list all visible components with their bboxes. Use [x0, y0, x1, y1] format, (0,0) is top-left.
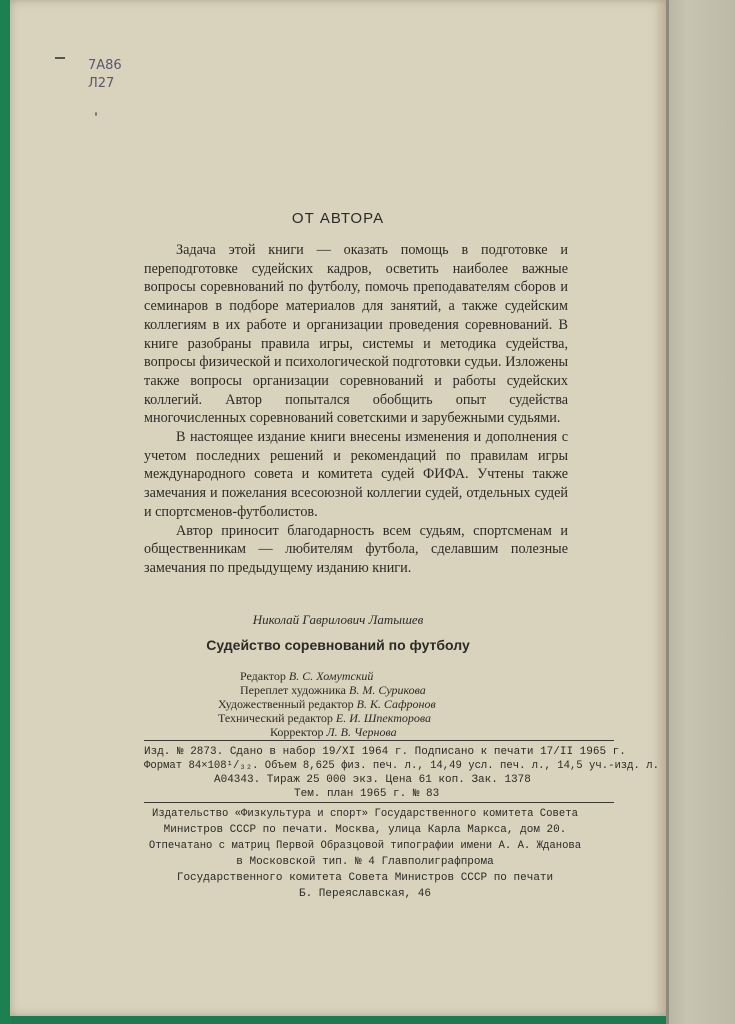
- author-name: Николай Гаврилович Латышев: [252, 612, 424, 627]
- paragraph: Автор приносит благодарность всем судьям, спортсменам и общественникам — любителям футбола, сделавшим полезные замечания по предыдущему изданию книги.: [144, 522, 568, 576]
- pencil-dash: [55, 57, 65, 59]
- book-page: [10, 0, 666, 1016]
- imprint-line: Тем. план 1965 г. № 83: [294, 788, 440, 800]
- credit-role: Технический редактор: [218, 711, 333, 725]
- divider-rule: [144, 802, 614, 803]
- credit-role: Корректор: [270, 725, 324, 739]
- credit-person: Л. В. Чернова: [326, 725, 397, 739]
- credit-role: Переплет художника: [240, 683, 347, 697]
- credit-line: [270, 725, 436, 739]
- preface-body: [144, 241, 568, 578]
- credit-role: Художественный редактор: [218, 697, 354, 711]
- publisher-line: Государственного комитета Совета Министров СССР по печати: [176, 872, 554, 884]
- book-title: Судейство соревнований по футболу: [206, 637, 470, 653]
- paragraph: Задача этой книги — оказать помощь в подготовке и переподготовке судейских кадров, осветить наиболее важные вопросы соревнований по футболу, помочь преподавателям сборов и семинаров в подборе материалов для занятий, а также судейским коллегиям в их работе и организации проведения соревнований. В книге разобраны правила игры, системы и методика судейства, вопросы физической и психологической подготовки судьи. Изложены также вопросы организации соревнований и работы судейских коллегий. Автор попытался обобщить опыт судейства многочисленных соревнований советскими и зарубежными судьями.: [144, 242, 568, 427]
- publisher-line: Издательство «Физкультура и спорт» Государственного комитета Совета: [152, 808, 578, 820]
- credit-line: [240, 669, 436, 683]
- next-page-edge: [666, 0, 735, 1024]
- imprint-line: А04343. Тираж 25 000 экз. Цена 61 коп. Зак. 1378: [214, 774, 531, 786]
- imprint-block: [144, 745, 659, 801]
- credit-person: В. М. Сурикова: [349, 683, 426, 697]
- paper-speck: [95, 112, 97, 116]
- credit-line: [240, 683, 436, 697]
- shelf-mark-1: 7А86: [88, 58, 122, 73]
- publisher-line: Отпечатано с матриц Первой Образцовой типографии имени А. А. Жданова: [148, 840, 582, 852]
- credit-person: Е. И. Шпекторова: [335, 711, 431, 725]
- paragraph: В настоящее издание книги внесены изменения и дополнения с учетом последних решений и рекомендаций по правилам игры международного совета и комитета судей ФИФА. Учтены также замечания и пожелания всесоюзной коллегии судей, отдельных судей и спортсменов-футболистов.: [144, 429, 568, 520]
- publisher-block: [120, 806, 610, 902]
- credit-person: В. С. Хомутский: [288, 669, 374, 683]
- credit-role: Редактор: [240, 669, 286, 683]
- credit-line: [218, 711, 436, 725]
- credit-line: [218, 697, 436, 711]
- imprint-line: Изд. № 2873. Сдано в набор 19/XI 1964 г. Подписано к печати 17/II 1965 г.: [144, 746, 626, 758]
- publisher-line: Министров СССР по печати. Москва, улица Карла Маркса, дом 20.: [163, 824, 567, 836]
- credits-list: [218, 669, 436, 739]
- page-heading: ОТ АВТОРА: [291, 210, 385, 227]
- shelf-mark-2: Л27: [88, 76, 115, 91]
- imprint-line: Формат 84×108¹/₃₂. Объем 8,625 физ. печ. л., 14,49 усл. печ. л., 14,5 уч.-изд. л.: [144, 760, 659, 772]
- publisher-line: в Московской тип. № 4 Главполиграфпрома: [236, 856, 494, 868]
- credit-person: В. К. Сафронов: [356, 697, 436, 711]
- divider-rule: [144, 740, 614, 741]
- publisher-line: Б. Переяславская, 46: [298, 888, 432, 900]
